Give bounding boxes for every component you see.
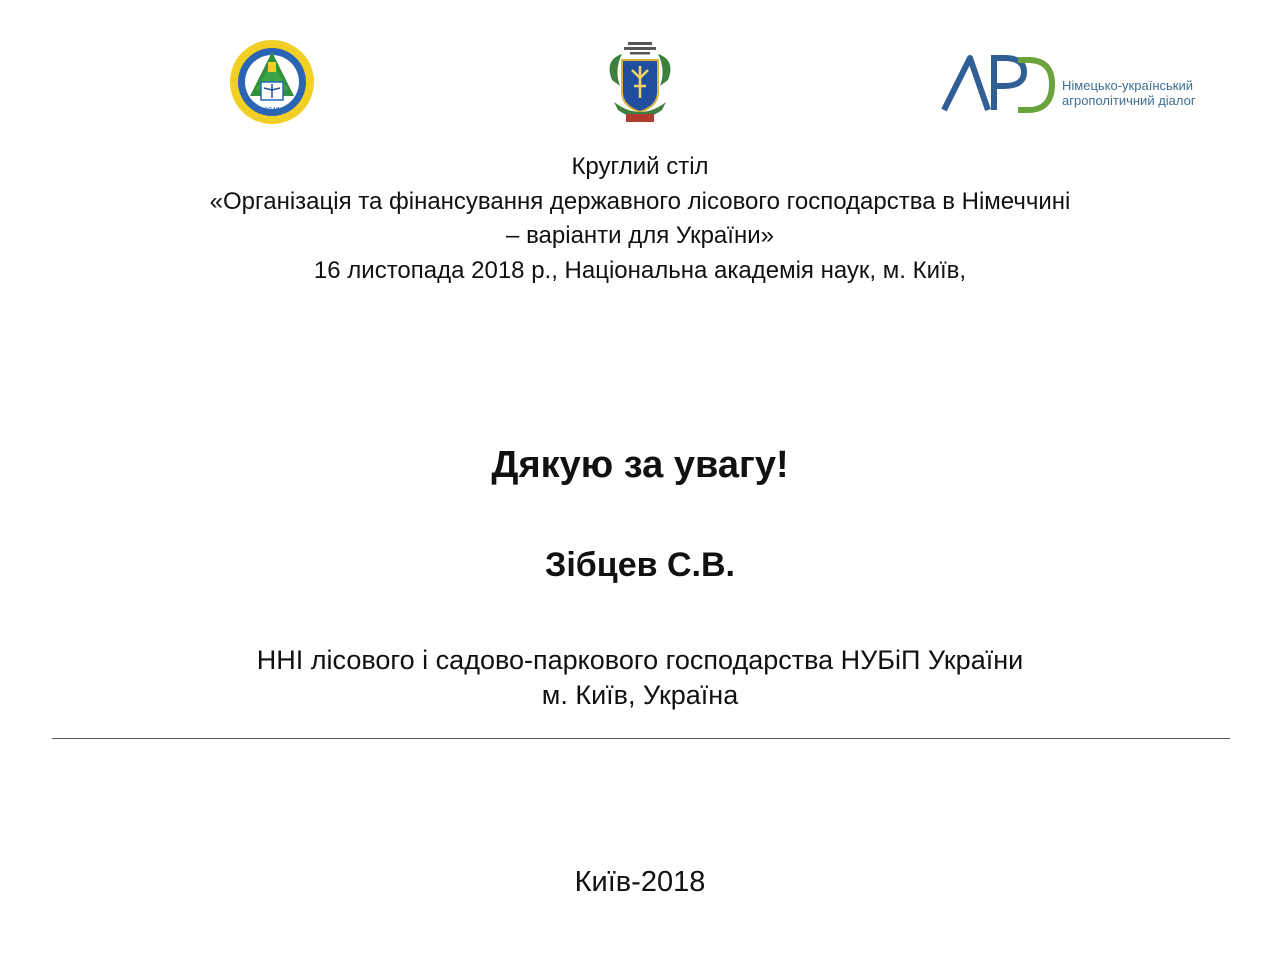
author-name: Зібцев С.В. [545,546,735,584]
apd-tagline-line1: Німецько-український [1062,78,1193,93]
divider-line [52,738,1230,739]
coat-of-arms-icon [600,40,680,124]
affiliation-institution: ННІ лісового і садово-паркового господарства НУБіП України [256,645,1024,675]
author-affiliation [0,643,1280,713]
emblem-year-text [264,107,280,114]
thanks-heading: Дякую за увагу! [491,444,789,486]
apd-tagline-line2: агрополітичний діалог [1062,93,1196,108]
footer-city-year: Київ-2018 [574,866,706,898]
apd-logo [940,50,1220,122]
event-header [0,150,1280,288]
event-date-location: 16 листопада 2018 р., Національна академія наук, м. Київ, [313,256,967,284]
svg-text:1840: 1840 [264,107,280,114]
apd-tagline [1062,78,1196,108]
event-title-line2: – варіанти для України» [506,222,774,249]
university-emblem-icon [228,38,316,126]
event-title-line1: «Організація та фінансування державного лісового господарства в Німеччині [209,187,1071,215]
affiliation-city: м. Київ, Україна [541,680,739,710]
university-emblem-logo [228,38,316,126]
coat-of-arms-logo [600,40,680,124]
event-type: Круглий стіл [571,153,709,180]
apd-letters-icon [940,50,1056,122]
